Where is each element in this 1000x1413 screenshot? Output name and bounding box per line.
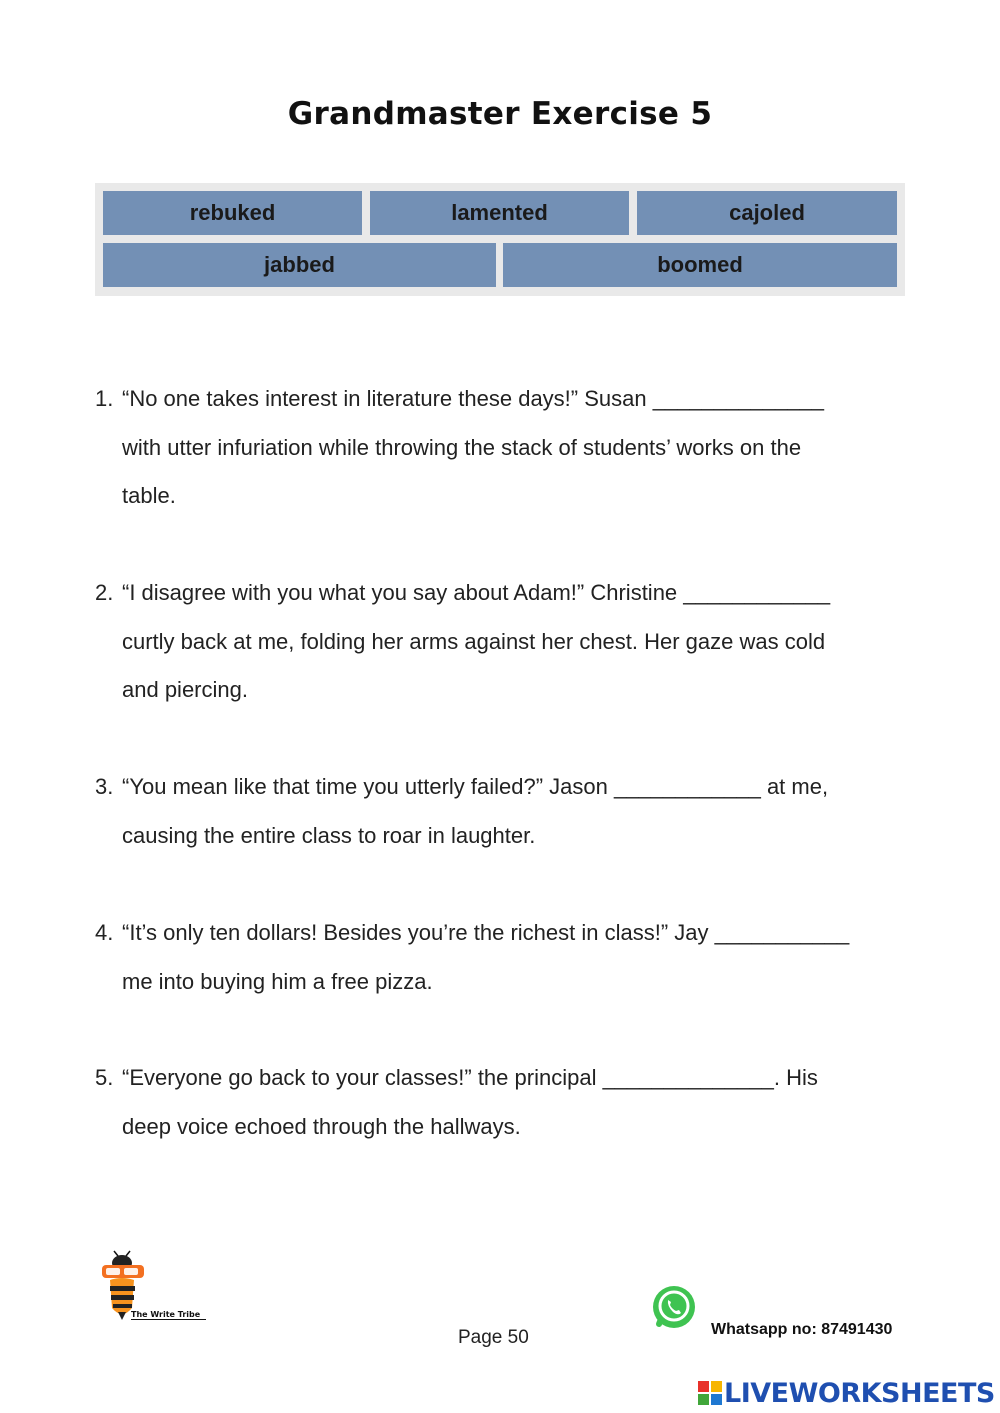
word-bank bbox=[95, 183, 905, 296]
word-bank-item[interactable]: rebuked bbox=[103, 191, 362, 235]
page-number: Page 50 bbox=[458, 1327, 529, 1348]
question-text: “It’s only ten dollars! Besides you’re the richest in class!” Jay ___________ me into buying him a free pizza. bbox=[122, 920, 850, 994]
question-number: 3. bbox=[95, 774, 114, 799]
question-text: “You mean like that time you utterly failed?” Jason ____________ at me, causing the entire class to roar in laughter. bbox=[122, 774, 829, 848]
question-number: 4. bbox=[95, 920, 114, 945]
word-bank-item[interactable]: boomed bbox=[503, 243, 897, 287]
page-title: Grandmaster Exercise 5 bbox=[287, 96, 713, 132]
question-5 bbox=[95, 1054, 915, 1151]
question-number: 2. bbox=[95, 580, 114, 605]
question-text: “I disagree with you what you say about Adam!” Christine ____________ curtly back at me, folding her arms against her chest. Her gaze was cold and piercing. bbox=[122, 580, 831, 702]
watermark-text: LIVEWORKSHEETS bbox=[724, 1377, 995, 1409]
word-bank-item[interactable]: cajoled bbox=[637, 191, 897, 235]
question-number: 1. bbox=[95, 386, 114, 411]
question-number: 5. bbox=[95, 1065, 114, 1090]
liveworksheets-watermark bbox=[698, 1377, 995, 1409]
whatsapp-icon bbox=[651, 1284, 697, 1330]
liveworksheets-logo-icon bbox=[698, 1381, 722, 1405]
word-bank-item[interactable]: lamented bbox=[370, 191, 629, 235]
question-1 bbox=[95, 375, 915, 521]
whatsapp-number: Whatsapp no: 87491430 bbox=[711, 1321, 893, 1338]
logo-text: The Write Tribe bbox=[131, 1310, 206, 1320]
question-3 bbox=[95, 763, 915, 860]
question-2 bbox=[95, 569, 915, 715]
word-bank-item[interactable]: jabbed bbox=[103, 243, 496, 287]
question-text: “No one takes interest in literature these days!” Susan ______________ with utter infuriation while throwing the stack of students’ works on the table. bbox=[122, 386, 825, 508]
question-text: “Everyone go back to your classes!” the principal ______________. His deep voice echoed through the hallways. bbox=[122, 1065, 818, 1139]
question-4 bbox=[95, 909, 915, 1006]
